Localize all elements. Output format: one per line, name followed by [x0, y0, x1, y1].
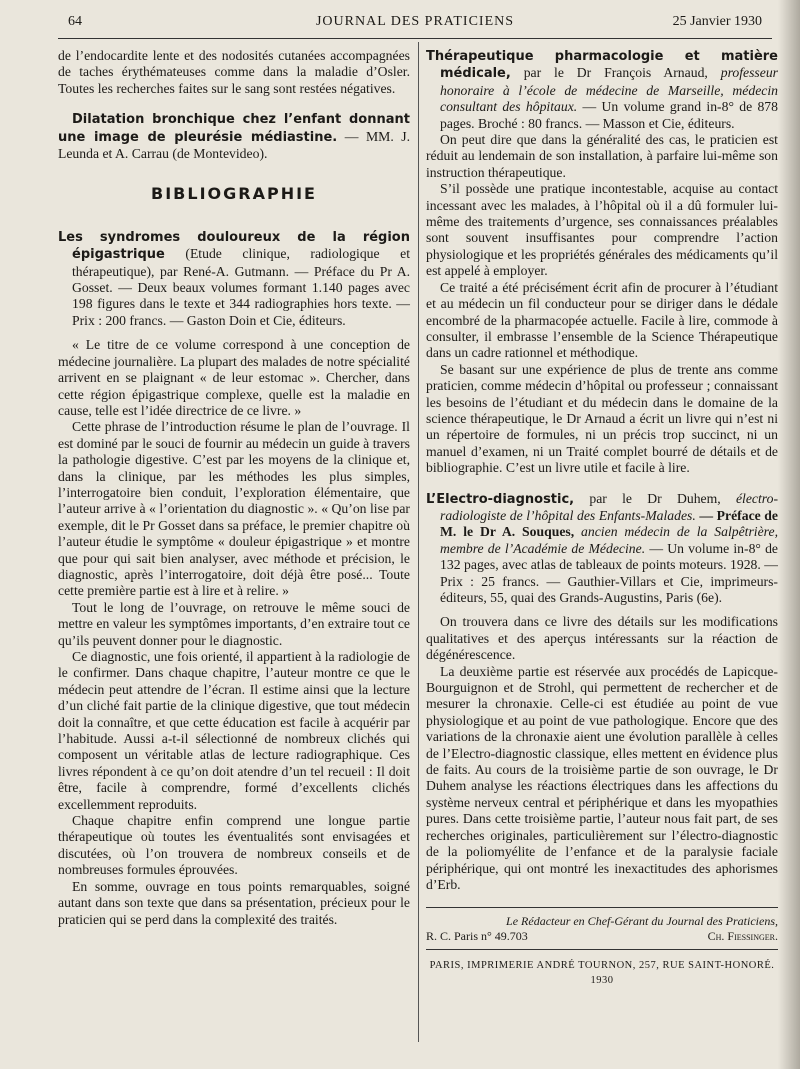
book2-para-3: Ce traité a été précisément écrit afin de procurer à l’étudiant et au médecin un fil conducteur pour se diriger dans le dédale encombré de la pharmacopée actuelle. Facile à lire, commode à consulter, il embrasse l’ensemble de la Science Thérapeutique dans un cadre rationnel et méthodique. [426, 279, 778, 361]
book1-para-6: En somme, ouvrage en tous points remarquables, soigné autant dans son texte que dans sa présentation, précieux pour le praticien qui se perd dans la complexité des traités. [58, 878, 410, 927]
column-divider [418, 42, 419, 1042]
book3-description: — Un volume in-8° de 132 pages, avec atlas de tableaux de points moteurs. 1928. — Prix : 25 francs. — Gauthier-Villars et Cie, imprimeurs-éditeurs, 55, quai des Grands-Augustins, Paris (6e). [440, 540, 779, 605]
book2-author: par le Dr François Arnaud, [523, 65, 708, 81]
page-number: 64 [68, 14, 82, 29]
registration-number: R. C. Paris n° 49.703 [426, 929, 528, 944]
book3-preface-role: ancien médecin de la Salpêtrière, membre de l’Académie de Médecine. [440, 524, 778, 556]
footer-rule [426, 907, 778, 908]
book3-para-1: On trouvera dans ce livre des détails sur les modifications qualitatives et des aperçus intéressants sur la réaction de dégénérescence. [426, 614, 778, 663]
dilatation-entry [58, 111, 410, 162]
book2-para-2: S’il possède une pratique incontestable, acquise au contact incessant avec les malades, à l’hôpital où il a dû formuler lui-même des traitements d’urgence, ses connaissances préalables sont souvent insuffisantes pour comprendre l’action physiologique et les propriétés générales des médicaments qu’il est appelé à employer. [426, 181, 778, 279]
book1-title: Les syndromes douloureux de la région épigastrique [58, 229, 410, 263]
page-header [58, 14, 772, 36]
book2-title: Thérapeutique pharmacologie et matière médicale, [426, 49, 778, 82]
book3-entry [426, 491, 778, 607]
issue-date: 25 Janvier 1930 [672, 14, 762, 29]
book1-para-2: Cette phrase de l’introduction résume le plan de l’ouvrage. Il est dominé par le souci de fournir au médecin un guide à travers la pathologie digestive. C’est par les moyens de la clinique et, dans la clinique, par les méthodes les plus simples, l’interrogatoire bien conduit, l’exploration élémentaire, que l’auteur arrive à « l’orientation du diagnostic ». « Qu’on lise par exemple, dit le Pr Gosset dans sa préface, le premier chapitre où l’auteur étudie le symptôme « douleur épigastrique » et montre que pour qui sait bien analyser, avec méthode et précision, le diagnostic, après l’interrogatoire, doit déjà être posé... Toute cette première partie est à lire et à relire. » [58, 419, 410, 599]
book1-para-5: Chaque chapitre enfin comprend une longue partie thérapeutique où toutes les éventualités sont envisagées et discutées, où l’on trouvera de nombreux conseils et de nombreuses formules éprouvées. [58, 813, 410, 878]
printer-line: PARIS, IMPRIMERIE ANDRÉ TOURNON, 257, RUE SAINT-HONORÉ. 1930 [429, 960, 775, 987]
endocarditis-paragraph: de l’endocardite lente et des nodosités cutanées accompagnées de taches érythémateuses comme dans la maladie d’Osler. Toutes les recherches faites sur le sang sont restées négatives. [58, 48, 410, 96]
printer-rule [426, 949, 778, 950]
book2-author-role: professeur honoraire à l’école de médecine de Marseille, médecin consultant des hôpitaux. [440, 65, 779, 115]
editor-line: Le Rédacteur en Chef-Gérant du Journal des Praticiens, [506, 914, 778, 929]
book2-para-1: On peut dire que dans la généralité des cas, le praticien est réduit au lendemain de son installation, à parfaire lui-même son instruction thérapeutique. [426, 132, 778, 180]
book1-para-4: Ce diagnostic, une fois orienté, il appartient à la radiologie de le confirmer. Dans chaque chapitre, l’auteur montre ce que le médecin peut attendre de l’écran. Il estime ainsi que la lecture d’un cliché fait partie de la clinique digestive, que tout médecin doit la connaître, et que cette éducation est facile à acquérir par l’habitude. Aussi a-t-il sélectionné de nombreux clichés qui composent un véritable atlas de lecture radiographique. Ces livres répondent à ce qu’on doit atendre d’un tel recueil : Il doit être, facile à comprendre, formé d’excellents clichés excellemment reproduits. [58, 649, 410, 812]
book2-entry [426, 48, 778, 132]
page-edge-shadow [778, 0, 800, 1069]
journal-title: JOURNAL DES PRATICIENS [315, 14, 515, 29]
book2-description: — Un volume grand in-8° de 878 pages. Broché : 80 francs. — Masson et Cie, éditeurs. [440, 99, 778, 131]
book3-title: L’Electro-diagnostic, [426, 491, 575, 507]
right-column [426, 48, 778, 988]
page-footer [426, 914, 778, 988]
book1-description: (Etude clinique, radiologique et thérapeutique), par René-A. Gutmann. — Préface du Pr A. Gosset. — Deux beaux volumes formant 1.140 pages avec 198 figures dans le texte et 344 radiographies hors texte. — Prix : 200 francs. — Gaston Doin et Cie, éditeurs. [72, 246, 411, 328]
book1-para-1: « Le titre de ce volume correspond à une conception de médecine journalière. La plupart des malades de notre spécialité arrivent en se plaignant « de leur estomac ». Chercher, dans cette région épigastrique complexe, quelle est la maladie en cause, telle est l’idée directrice de ce livre. » [58, 337, 410, 418]
book3-author-role: électro-radiologiste de l’hôpital des Enfants-Malades. [440, 490, 779, 523]
book1-entry [58, 229, 410, 329]
header-rule [58, 38, 772, 39]
dilatation-title: Dilatation bronchique chez l’enfant donnant une image de pleurésie médiastine. [58, 112, 410, 145]
left-column [58, 48, 410, 928]
dilatation-authors: — MM. J. Leunda et A. Carrau (de Montevideo). [58, 128, 411, 162]
book3-para-2: La deuxième partie est réservée aux procédés de Lapicque-Bourguignon et de Strohl, qui permettent de rechercher et de mesurer la chronaxie. Celle-ci est étudiée au point de vue physiologique et au point de vue pathologique. Encore que des variations de la chronaxie aient une évolution parallèle à celles de l’Electro-diagnostic classique, elles mettent en évidence plus de faits. Au cours de la troisième partie de son ouvrage, le Dr Duhem analyse les réactions électriques dans les affections du système nerveux central et périphérique et dans les myopathies pures. Dans cette troisième partie, l’auteur nous fait part, de ses recherches originales, particulièrement sur l’électro-diagnostic de la poliomyélite de l’enfance et de la paralysie faciale périphérique, qui ont montré les inexactitudes des aphorismes d’Erb. [426, 663, 778, 892]
editor-signature: Ch. Fiessinger. [707, 929, 778, 944]
book2-para-4: Se basant sur une expérience de plus de trente ans comme praticien, comme médecin d’hôpital ou professeur ; connaissant les besoins de l’étudiant et du médecin dans le domaine de la science thérapeutique, le Dr Arnaud a écrit un livre qui n’est ni un répertoire de formules, ni un précis trop succinct, ni un manuel d’examen, ni un Traité complet bourré de détails et de bibliographie. C’est un livre utile et facile à lire. [426, 361, 778, 476]
bibliography-heading: BIBLIOGRAPHIE [151, 184, 317, 204]
book3-author: par le Dr Duhem, [589, 490, 721, 506]
book3-preface: — Préface de M. le Dr A. Souques, [440, 507, 778, 540]
book1-para-3: Tout le long de l’ouvrage, on retrouve le même souci de mettre en valeur les symptômes importants, d’en extraire tout ce qu’ils peuvent donner pour le diagnostic. [58, 599, 410, 648]
